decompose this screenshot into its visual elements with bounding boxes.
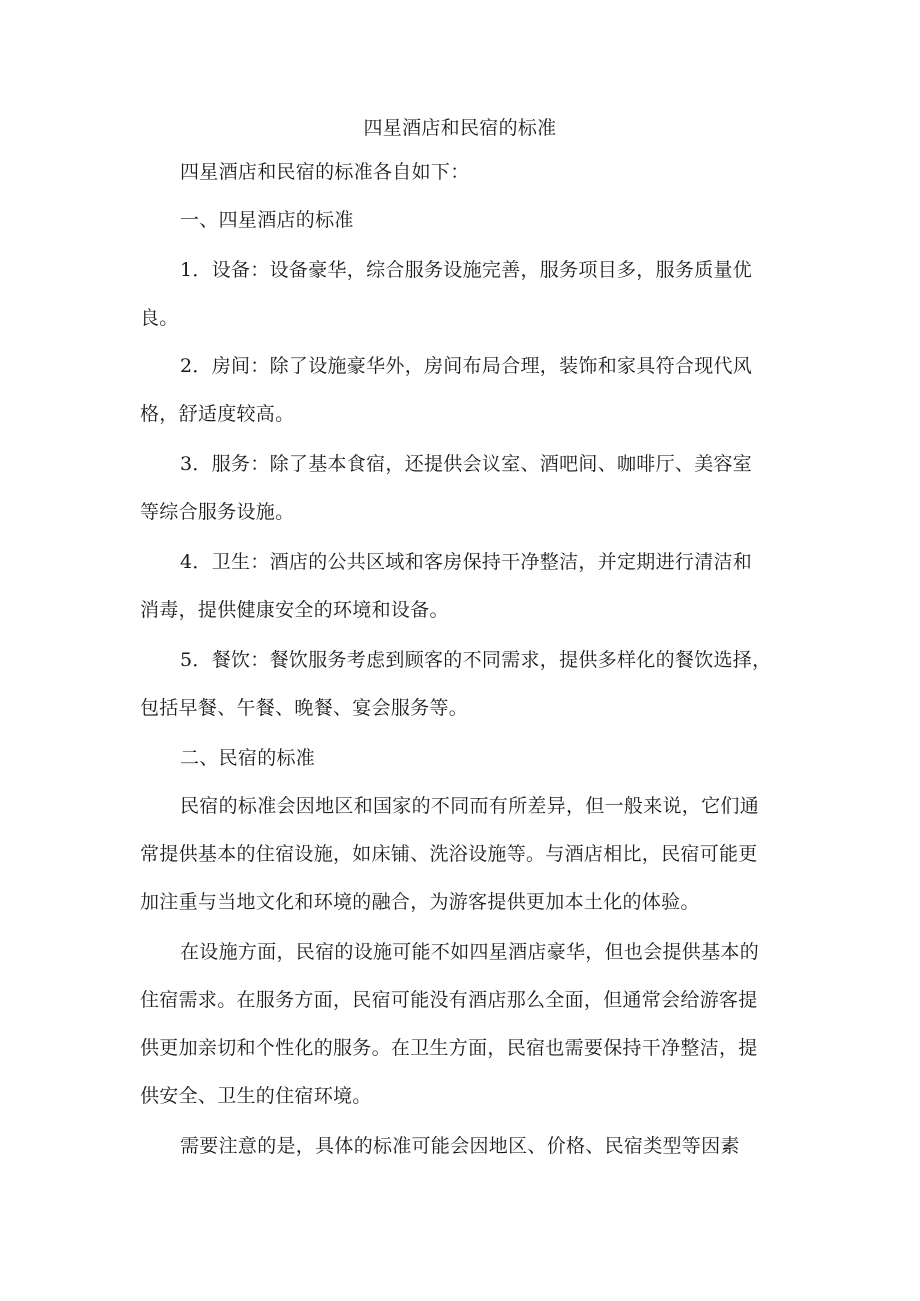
paragraph-line: 加注重与当地文化和环境的融合，为游客提供更加本土化的体验。: [140, 891, 700, 913]
paragraph-line: 住宿需求。在服务方面，民宿可能没有酒店那么全面，但通常会给游客提: [140, 989, 758, 1011]
list-item-line: 等综合服务设施。: [140, 501, 295, 523]
list-item-line: 4．卫生：酒店的公共区域和客房保持干净整洁，并定期进行清洁和: [180, 551, 753, 573]
paragraph-line: 供更加亲切和个性化的服务。在卫生方面，民宿也需要保持干净整洁，提: [140, 1037, 758, 1059]
list-item-line: 5．餐饮：餐饮服务考虑到顾客的不同需求，提供多样化的餐饮选择，: [180, 649, 772, 671]
section-heading-hotel: 一、四星酒店的标准: [180, 209, 354, 231]
list-item-line: 1．设备：设备豪华，综合服务设施完善，服务项目多，服务质量优: [180, 259, 753, 281]
paragraph-line: 常提供基本的住宿设施，如床铺、洗浴设施等。与酒店相比，民宿可能更: [140, 843, 758, 865]
list-item-line: 消毒，提供健康安全的环境和设备。: [140, 599, 449, 621]
paragraph-line: 民宿的标准会因地区和国家的不同而有所差异，但一般来说，它们通: [180, 795, 760, 817]
list-item-line: 2．房间：除了设施豪华外，房间布局合理，装饰和家具符合现代风: [180, 355, 753, 377]
paragraph-line: 供安全、卫生的住宿环境。: [140, 1085, 372, 1107]
intro-paragraph: 四星酒店和民宿的标准各自如下：: [180, 161, 470, 183]
document-title: 四星酒店和民宿的标准: [363, 117, 557, 139]
list-item-line: 格，舒适度较高。: [140, 403, 295, 425]
paragraph-line: 需要注意的是，具体的标准可能会因地区、价格、民宿类型等因素: [180, 1135, 740, 1157]
list-item-line: 良。: [140, 307, 179, 329]
list-item-line: 3．服务：除了基本食宿，还提供会议室、酒吧间、咖啡厅、美容室: [180, 453, 753, 475]
list-item-line: 包括早餐、午餐、晚餐、宴会服务等。: [140, 697, 469, 719]
paragraph-line: 在设施方面，民宿的设施可能不如四星酒店豪华，但也会提供基本的: [180, 941, 760, 963]
section-heading-homestay: 二、民宿的标准: [180, 747, 316, 769]
